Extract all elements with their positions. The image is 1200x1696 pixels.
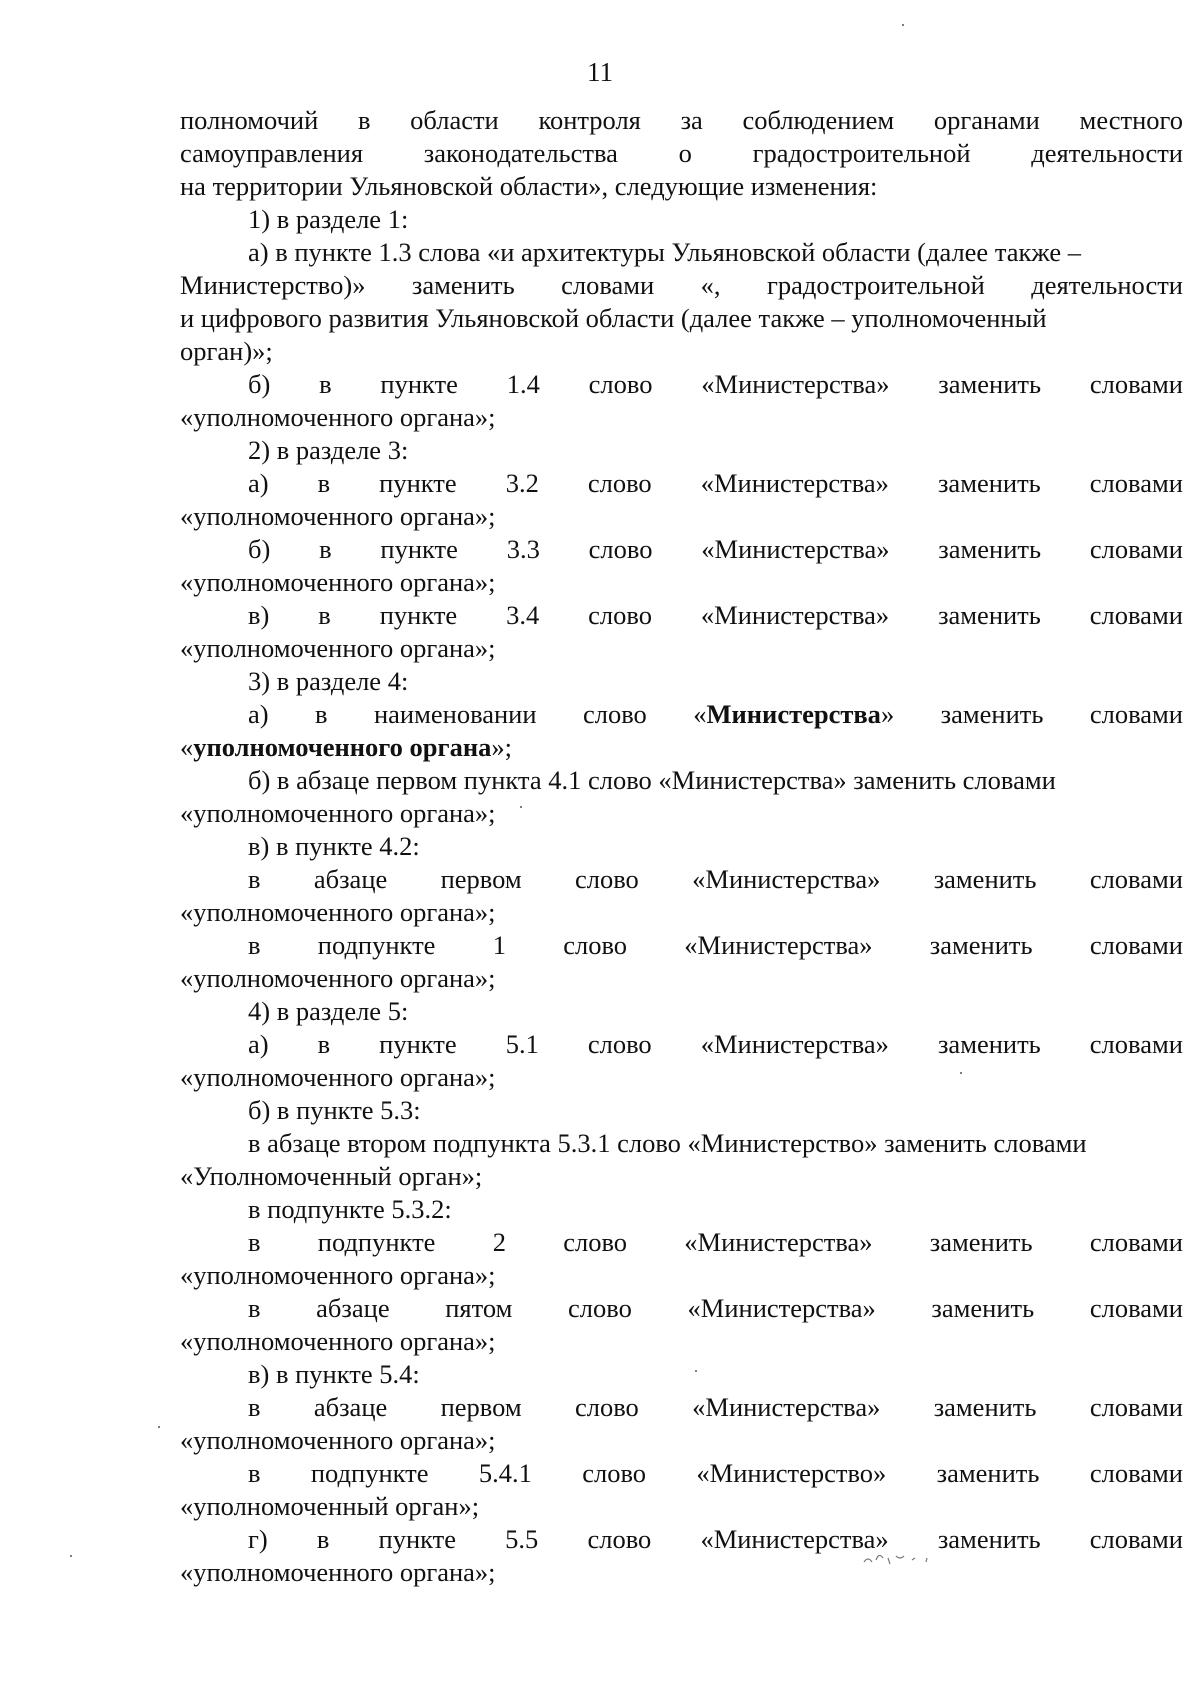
- word: полномочий: [180, 105, 319, 135]
- handwritten-mark: [860, 1548, 940, 1568]
- text-line: [180, 104, 1183, 137]
- text-line: [180, 1061, 1183, 1094]
- word: области: [410, 105, 499, 135]
- text-line: [180, 1490, 1183, 1523]
- word: заменить: [938, 369, 1042, 399]
- word: заменить: [937, 468, 1041, 498]
- line-text: б) в абзаце первом пункта 4.1 слово «Министерства» заменить словами: [248, 765, 1056, 795]
- line-text: в) в пункте 5.4:: [248, 1359, 420, 1389]
- scan-speck: [960, 1072, 962, 1074]
- word: заменить: [411, 270, 515, 300]
- scan-speck: [520, 806, 522, 808]
- word: словами: [1089, 1524, 1183, 1554]
- line-text: 2) в разделе 3:: [248, 435, 409, 465]
- word: абзаце: [316, 1293, 390, 1323]
- word: о: [678, 138, 692, 168]
- word: «Министерства»: [700, 1029, 889, 1059]
- word: «Министерство»: [696, 1458, 887, 1488]
- word: словами: [1089, 600, 1183, 630]
- word: словами: [1089, 534, 1183, 564]
- line-text: и цифрового развития Ульяновской области (далее также – уполномоченный: [180, 303, 1047, 333]
- line-text: в подпункте 5.3.2:: [248, 1194, 452, 1224]
- word: заменить: [936, 1458, 1040, 1488]
- text-line: [180, 797, 1183, 830]
- text-line: [180, 1160, 1183, 1193]
- word: пункте: [379, 468, 457, 498]
- word: слово: [574, 1392, 639, 1422]
- line-text: «уполномоченного органа»;: [180, 567, 496, 597]
- word: 3.4: [506, 600, 540, 630]
- word: в: [317, 468, 331, 498]
- word: слово: [588, 369, 653, 399]
- word: местного: [1079, 105, 1183, 135]
- line-text: «уполномоченного органа»;: [180, 402, 496, 432]
- line-text: «уполномоченного органа»;: [180, 1557, 496, 1587]
- text-line: [180, 1391, 1183, 1424]
- text-line: [180, 500, 1183, 533]
- line-text: на территории Ульяновской области», следующие изменения:: [180, 171, 878, 201]
- line-text: в абзаце втором подпункта 5.3.1 слово «Министерство» заменить словами: [248, 1128, 1087, 1158]
- word: а): [248, 699, 269, 729]
- text-line: [180, 698, 1183, 731]
- word: законодательства: [423, 138, 618, 168]
- word: словами: [1089, 1392, 1183, 1422]
- text-line: [180, 1259, 1183, 1292]
- word: пункте: [378, 1524, 457, 1554]
- word: подпункте: [317, 930, 436, 960]
- word: пункте: [379, 1029, 457, 1059]
- word: абзаце: [313, 864, 388, 894]
- word: 1.4: [506, 369, 540, 399]
- word: 5.1: [505, 1029, 539, 1059]
- word: слово: [574, 864, 639, 894]
- word: словами: [1089, 1029, 1183, 1059]
- word: в: [248, 1227, 261, 1257]
- text-line: [180, 1292, 1183, 1325]
- text-line: [180, 665, 1183, 698]
- text-line: [180, 962, 1183, 995]
- text-line: [180, 236, 1183, 269]
- line-text: «уполномоченного органа»;: [180, 501, 496, 531]
- word: слово: [582, 699, 647, 729]
- word: самоуправления: [180, 138, 364, 168]
- word: заменить: [933, 1392, 1037, 1422]
- line-text: б) в пункте 5.3:: [248, 1095, 421, 1125]
- word: в: [317, 1029, 331, 1059]
- word: в: [319, 369, 332, 399]
- word: пятом: [445, 1293, 513, 1323]
- word: слово: [587, 1524, 652, 1554]
- word: «,: [700, 270, 721, 300]
- text-line: [180, 830, 1183, 863]
- word: соблюдением: [742, 105, 895, 135]
- page-number: 11: [587, 57, 613, 87]
- word: градостроительной: [766, 270, 985, 300]
- text-line: [180, 632, 1183, 665]
- word: а): [248, 468, 269, 498]
- line-text: «уполномоченный орган»;: [180, 1491, 480, 1521]
- word: градостроительной: [752, 138, 971, 168]
- text-line: [180, 170, 1183, 203]
- text-line: [180, 929, 1183, 962]
- word: б): [248, 534, 271, 564]
- word: словами: [1089, 1458, 1183, 1488]
- word: первом: [440, 1392, 522, 1422]
- word: 3.3: [506, 534, 540, 564]
- line-text: «Уполномоченный орган»;: [180, 1161, 483, 1191]
- text-line: [180, 368, 1183, 401]
- word: 5.5: [505, 1524, 539, 1554]
- scan-speck: [902, 24, 904, 26]
- word: «Министерства»: [692, 864, 881, 894]
- line-text: орган)»;: [180, 336, 273, 366]
- text-line: [180, 1556, 1183, 1589]
- text-line: [180, 401, 1183, 434]
- text-line: [180, 137, 1183, 170]
- word: «Министерства»: [701, 369, 890, 399]
- word: Министерство)»: [180, 270, 366, 300]
- line-text: «уполномоченного органа»;: [180, 1326, 496, 1356]
- line-text: а) в пункте 1.3 слова «и архитектуры Ульяновской области (далее также –: [248, 237, 1081, 267]
- text-line: [180, 302, 1183, 335]
- word: словами: [1089, 1227, 1183, 1257]
- word: 2: [492, 1227, 506, 1257]
- word: слово: [563, 930, 628, 960]
- word: а): [248, 1029, 269, 1059]
- line-text: 4) в разделе 5:: [248, 996, 409, 1026]
- word: «Министерства»: [693, 699, 895, 729]
- line-text: «уполномоченного органа»;: [180, 732, 512, 762]
- text-line: [180, 1094, 1183, 1127]
- scan-speck: [695, 1370, 697, 1372]
- text-line: [180, 203, 1183, 236]
- text-line: [180, 1457, 1183, 1490]
- word: г): [248, 1524, 268, 1554]
- word: пункте: [380, 369, 458, 399]
- word: «Министерства»: [684, 930, 873, 960]
- text-line: [180, 731, 1183, 764]
- line-text: «уполномоченного органа»;: [180, 1425, 496, 1455]
- text-line: [180, 599, 1183, 632]
- word: «Министерства»: [692, 1392, 881, 1422]
- word: в: [248, 1293, 261, 1323]
- text-line: [180, 1424, 1183, 1457]
- word: «Министерства»: [700, 1524, 889, 1554]
- text-line: [180, 1358, 1183, 1391]
- text-line: [180, 434, 1183, 467]
- line-text: в) в пункте 4.2:: [248, 831, 420, 861]
- text-line: [180, 533, 1183, 566]
- text-line: [180, 566, 1183, 599]
- line-text: «уполномоченного органа»;: [180, 897, 496, 927]
- text-line: [180, 1523, 1183, 1556]
- word: в: [318, 600, 331, 630]
- word: «Министерства»: [700, 468, 889, 498]
- word: абзаце: [313, 1392, 388, 1422]
- text-line: [180, 896, 1183, 929]
- text-line: [180, 467, 1183, 500]
- document-body: [180, 104, 1183, 1589]
- text-line: [180, 1028, 1183, 1061]
- word: словами: [1089, 864, 1183, 894]
- word: за: [680, 105, 703, 135]
- word: заменить: [929, 930, 1033, 960]
- word: словами: [1089, 930, 1183, 960]
- word: подпункте: [310, 1458, 429, 1488]
- text-line: [180, 863, 1183, 896]
- line-text: 3) в разделе 4:: [248, 666, 409, 696]
- word: заменить: [929, 1227, 1033, 1257]
- word: слово: [587, 1029, 652, 1059]
- word: в): [248, 600, 270, 630]
- word: словами: [561, 270, 655, 300]
- line-text: 1) в разделе 1:: [248, 204, 409, 234]
- line-text: «уполномоченного органа»;: [180, 1062, 496, 1092]
- text-line: [180, 1226, 1183, 1259]
- word: в: [248, 930, 261, 960]
- word: в: [319, 534, 332, 564]
- word: «Министерства»: [687, 1293, 876, 1323]
- word: заменить: [937, 1029, 1041, 1059]
- word: подпункте: [317, 1227, 436, 1257]
- word: пункте: [379, 600, 458, 630]
- word: слово: [588, 600, 652, 630]
- word: первом: [440, 864, 522, 894]
- text-line: [180, 764, 1183, 797]
- word: б): [248, 369, 271, 399]
- word: «Министерства»: [700, 600, 890, 630]
- line-text: «уполномоченного органа»;: [180, 633, 496, 663]
- word: деятельности: [1031, 138, 1183, 168]
- text-line: [180, 1127, 1183, 1160]
- word: заменить: [937, 1524, 1041, 1554]
- word: «Министерства»: [701, 534, 890, 564]
- word: в: [248, 1458, 261, 1488]
- text-line: [180, 995, 1183, 1028]
- word: заменить: [938, 600, 1041, 630]
- word: контроля: [538, 105, 641, 135]
- word: слово: [587, 468, 652, 498]
- scan-speck: [158, 1426, 160, 1428]
- text-line: [180, 269, 1183, 302]
- text-line: [180, 1325, 1183, 1358]
- word: 5.4.1: [478, 1458, 532, 1488]
- word: в: [316, 1524, 330, 1554]
- word: заменить: [938, 534, 1042, 564]
- word: слово: [588, 534, 653, 564]
- line-text: «уполномоченного органа»;: [180, 1260, 496, 1290]
- word: наименовании: [373, 699, 537, 729]
- line-text: «уполномоченного органа»;: [180, 963, 496, 993]
- word: 3.2: [505, 468, 539, 498]
- word: словами: [1089, 699, 1183, 729]
- text-line: [180, 1193, 1183, 1226]
- word: деятельности: [1031, 270, 1183, 300]
- word: в: [248, 864, 261, 894]
- word: заменить: [933, 864, 1037, 894]
- word: словами: [1089, 369, 1183, 399]
- scan-speck: [70, 1555, 72, 1557]
- word: словами: [1089, 1293, 1183, 1323]
- word: словами: [1089, 468, 1183, 498]
- word: 1: [492, 930, 506, 960]
- word: органами: [933, 105, 1040, 135]
- word: в: [315, 699, 328, 729]
- word: слово: [568, 1293, 632, 1323]
- word: пункте: [380, 534, 458, 564]
- word: в: [248, 1392, 261, 1422]
- word: в: [357, 105, 371, 135]
- line-text: «уполномоченного органа»;: [180, 798, 496, 828]
- word: «Министерства»: [684, 1227, 873, 1257]
- word: слово: [582, 1458, 647, 1488]
- word: слово: [563, 1227, 628, 1257]
- text-line: [180, 335, 1183, 368]
- word: заменить: [940, 699, 1044, 729]
- word: заменить: [931, 1293, 1035, 1323]
